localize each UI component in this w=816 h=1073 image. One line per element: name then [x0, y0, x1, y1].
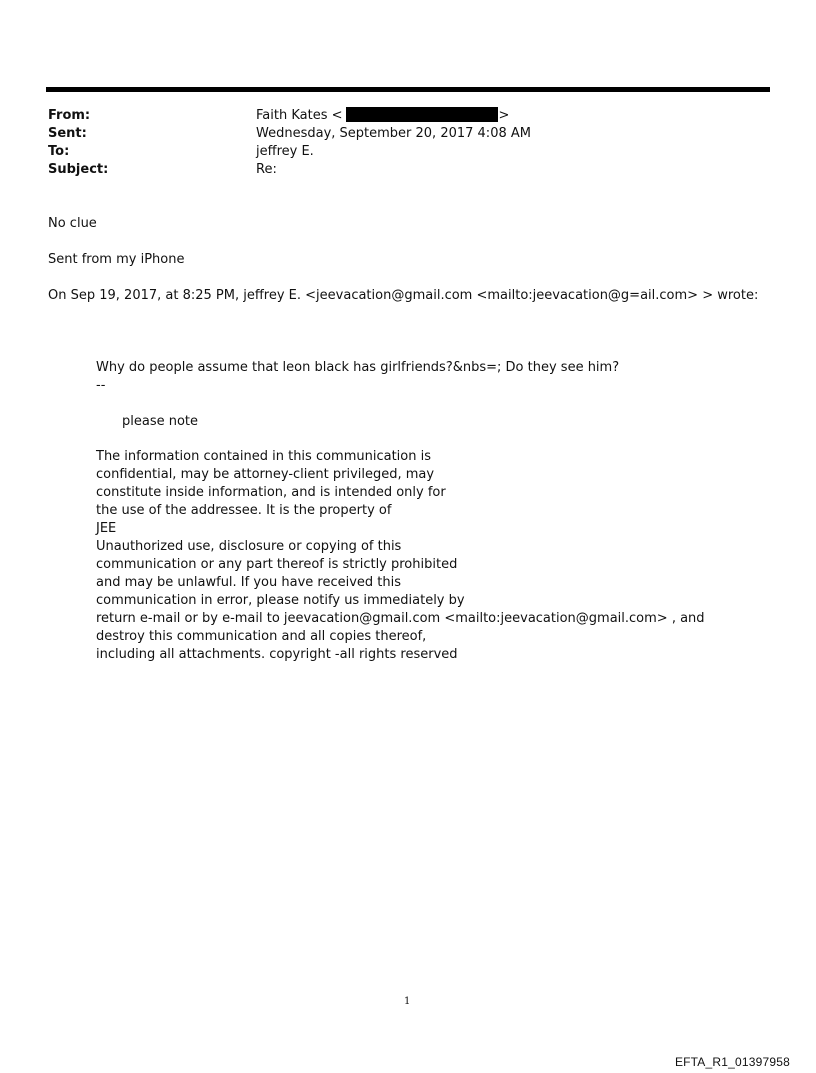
- reply-text: No clue: [48, 216, 97, 231]
- from-label: From:: [48, 108, 91, 123]
- header-divider-rule: [46, 87, 770, 92]
- signature-text: Sent from my iPhone: [48, 252, 185, 267]
- quoted-question: Why do people assume that leon black has girlfriends?&nbs=; Do they see him?: [96, 360, 620, 375]
- disclaimer-line: JEE: [96, 521, 117, 536]
- from-end: >: [498, 108, 510, 123]
- disclaimer-line: confidential, may be attorney-client privileged, may: [96, 467, 435, 482]
- disclaimer-line: constitute inside information, and is intended only for: [96, 485, 446, 500]
- from-name: Faith Kates <: [256, 108, 343, 123]
- quote-attribution: On Sep 19, 2017, at 8:25 PM, jeffrey E. <jeevacation@gmail.com <mailto:jeevacation@g=ail.com> > wrote:: [48, 288, 759, 303]
- disclaimer-line: return e-mail or by e-mail to jeevacation@gmail.com <mailto:jeevacation@gmail.com> , and: [96, 611, 705, 626]
- bates-number: EFTA_R1_01397958: [674, 1055, 790, 1069]
- subject-row: [48, 161, 768, 179]
- sent-label: Sent:: [48, 126, 87, 141]
- page-number: 1: [404, 996, 411, 1007]
- from-row: [48, 107, 768, 125]
- disclaimer-line: destroy this communication and all copies thereof,: [96, 629, 427, 644]
- subject-label: Subject:: [48, 162, 109, 177]
- redaction-box: [346, 107, 498, 122]
- to-row: [48, 143, 768, 161]
- from-value: [256, 107, 768, 125]
- disclaimer-line: and may be unlawful. If you have received this: [96, 575, 402, 590]
- disclaimer-line: Unauthorized use, disclosure or copying of this: [96, 539, 402, 554]
- please-note: please note: [122, 414, 199, 429]
- disclaimer-line: The information contained in this communication is: [96, 449, 431, 464]
- subject-value: Re:: [256, 162, 277, 177]
- quoted-dashes: --: [96, 378, 106, 393]
- disclaimer-line: the use of the addressee. It is the property of: [96, 503, 392, 518]
- sent-row: [48, 125, 768, 143]
- sent-value: Wednesday, September 20, 2017 4:08 AM: [256, 126, 531, 141]
- disclaimer-line: communication in error, please notify us immediately by: [96, 593, 465, 608]
- email-header: [48, 107, 768, 179]
- to-label: To:: [48, 144, 70, 159]
- disclaimer-line: including all attachments. copyright -all rights reserved: [96, 647, 458, 662]
- to-value: jeffrey E.: [256, 144, 314, 159]
- disclaimer-line: communication or any part thereof is strictly prohibited: [96, 557, 458, 572]
- disclaimer-block: [96, 448, 705, 664]
